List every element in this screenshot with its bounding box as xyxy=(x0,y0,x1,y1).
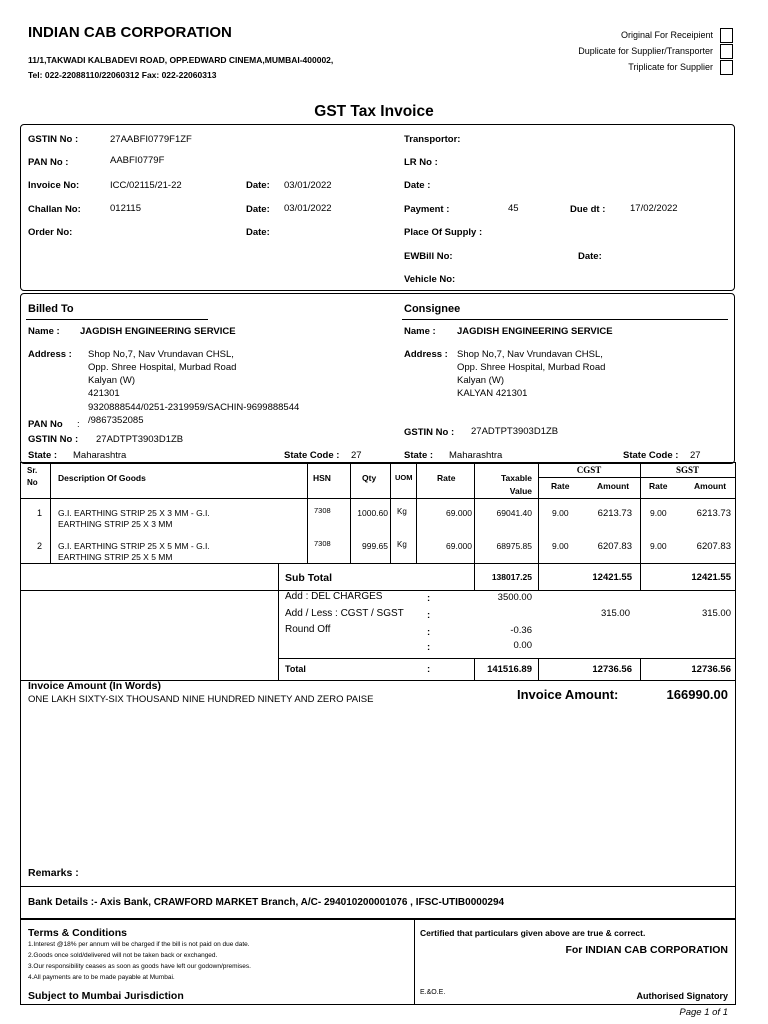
invoice-amount-label: Invoice Amount: xyxy=(517,687,619,702)
consignee-gstin-label: GSTIN No : xyxy=(404,427,455,438)
order-date-label: Date: xyxy=(246,227,270,238)
blank-colon: : xyxy=(427,642,431,653)
billed-address-line: Kalyan (W) xyxy=(88,375,135,386)
row-taxable: 68975.85 xyxy=(496,541,532,551)
copy-triplicate-checkbox[interactable] xyxy=(720,60,733,75)
consignee-state-value: Maharashtra xyxy=(449,450,503,461)
terms-item: 3.Our responsibility ceases as soon as goods have left our godown/premises. xyxy=(28,963,251,970)
challan-date-label: Date: xyxy=(246,204,270,215)
pan-label: PAN No : xyxy=(28,157,69,168)
ewbill-label: EWBill No: xyxy=(404,251,453,262)
document-title: GST Tax Invoice xyxy=(314,103,434,120)
copy-duplicate-label: Duplicate for Supplier/Transporter xyxy=(578,46,713,56)
copy-original-checkbox[interactable] xyxy=(720,28,733,43)
consignee-heading: Consignee xyxy=(404,303,461,315)
row-qty: 999.65 xyxy=(362,541,388,551)
row-cgst-amount: 6213.73 xyxy=(597,508,632,519)
company-address: 11/1,TAKWADI KALBADEVI ROAD, OPP.EDWARD CINEMA,MUMBAI-400002, xyxy=(28,55,334,65)
due-date-label: Due dt : xyxy=(570,204,606,215)
lr-date-label: Date : xyxy=(404,180,431,191)
col-desc-header: Description Of Goods xyxy=(58,473,146,483)
add-less-colon: : xyxy=(427,610,431,621)
subtotal-label: Sub Total xyxy=(285,572,333,584)
col-qty-header: Qty xyxy=(362,473,377,483)
add-less-sgst: 315.00 xyxy=(701,608,731,619)
authorised-signatory: Authorised Signatory xyxy=(636,991,728,1001)
terms-heading: Terms & Conditions xyxy=(28,927,127,939)
total-sgst: 12736.56 xyxy=(691,664,731,675)
billed-address-line: Opp. Shree Hospital, Murbad Road xyxy=(88,362,237,373)
add-less-cgst: 315.00 xyxy=(600,608,630,619)
copy-original-label: Original For Receipient xyxy=(620,30,713,40)
billed-address-line: 9320888544/0251-2319959/SACHIN-9699888544 xyxy=(88,402,300,413)
payment-label: Payment : xyxy=(404,204,450,215)
add-less-label: Add / Less : CGST / SGST xyxy=(285,608,404,619)
col-rate-header: Rate xyxy=(437,473,456,483)
subtotal-sgst: 12421.55 xyxy=(691,572,731,583)
sgst-amount-header: Amount xyxy=(694,481,727,491)
row-hsn: 7308 xyxy=(314,506,331,515)
row-cgst-rate: 9.00 xyxy=(552,541,569,551)
row-sr: 2 xyxy=(37,541,43,551)
terms-item: 4.All payments are to be made payable at Mumbai. xyxy=(28,974,175,981)
round-off-label: Round Off xyxy=(285,624,331,635)
subtotal-cgst: 12421.55 xyxy=(592,572,632,583)
row-sgst-amount: 6213.73 xyxy=(696,508,731,519)
billed-name-label: Name : xyxy=(28,326,60,337)
invoice-no-value: ICC/02115/21-22 xyxy=(110,180,182,191)
row-desc-line2: EARTHING STRIP 25 X 5 MM xyxy=(58,552,173,562)
col-sr-header: Sr. xyxy=(27,466,38,475)
row-sgst-rate: 9.00 xyxy=(650,508,667,518)
terms-item: 1.Interest @18% per annum will be charged if the bill is not paid on due date. xyxy=(28,941,250,948)
cgst-rate-header: Rate xyxy=(551,481,570,491)
total-taxable: 141516.89 xyxy=(487,664,532,675)
round-off-colon: : xyxy=(427,627,431,638)
row-taxable: 69041.40 xyxy=(496,508,532,518)
row-uom: Kg xyxy=(397,507,407,516)
pan-value: AABFI0779F xyxy=(110,155,165,166)
row-desc-line1: G.I. EARTHING STRIP 25 X 5 MM - G.I. xyxy=(58,541,210,551)
row-rate: 69.000 xyxy=(446,541,472,551)
vehicle-no-label: Vehicle No: xyxy=(404,274,456,285)
subtotal-taxable: 138017.25 xyxy=(491,572,532,582)
col-value-header: Value xyxy=(509,486,532,496)
consignee-address-line: Shop No,7, Nav Vrundavan CHSL, xyxy=(457,349,603,360)
row-sgst-amount: 6207.83 xyxy=(696,541,731,552)
terms-item: 2.Goods once sold/delivered will not be taken back or exchanged. xyxy=(28,952,218,959)
consignee-state-code-label: State Code : xyxy=(623,450,679,461)
total-colon: : xyxy=(427,664,431,675)
row-qty: 1000.60 xyxy=(357,508,388,518)
consignee-state-label: State : xyxy=(404,450,434,461)
transporter-label: Transportor: xyxy=(404,134,461,145)
cgst-amount-header: Amount xyxy=(597,481,630,491)
row-desc-line1: G.I. EARTHING STRIP 25 X 3 MM - G.I. xyxy=(58,508,210,518)
billed-address-line: Shop No,7, Nav Vrundavan CHSL, xyxy=(88,349,234,360)
billed-address-label: Address : xyxy=(28,349,72,360)
cgst-header: CGST xyxy=(576,465,602,475)
challan-no-value: 012115 xyxy=(110,203,141,214)
consignee-state-code-value: 27 xyxy=(690,450,701,461)
row-cgst-amount: 6207.83 xyxy=(597,541,632,552)
row-hsn: 7308 xyxy=(314,539,331,548)
amount-words-value: ONE LAKH SIXTY-SIX THOUSAND NINE HUNDRED NINETY AND ZERO PAISE xyxy=(28,694,374,705)
consignee-address-label: Address : xyxy=(404,349,448,360)
consignee-address-line: KALYAN 421301 xyxy=(457,388,528,399)
for-company: For INDIAN CAB CORPORATION xyxy=(565,944,728,956)
eoe: E.&O.E. xyxy=(420,989,446,996)
copy-duplicate-checkbox[interactable] xyxy=(720,44,733,59)
billed-address-line: 421301 xyxy=(88,388,120,399)
copy-triplicate-label: Triplicate for Supplier xyxy=(628,62,713,72)
billed-state-value: Maharashtra xyxy=(73,450,127,461)
amount-words-label: Invoice Amount (In Words) xyxy=(28,680,161,692)
company-name: INDIAN CAB CORPORATION xyxy=(28,24,232,41)
col-taxable-header: Taxable xyxy=(500,473,532,483)
bank-details: Bank Details :- Axis Bank, CRAWFORD MARKET Branch, A/C- 294010200001076 , IFSC-UTIB0000294 xyxy=(28,897,505,908)
consignee-name-value: JAGDISH ENGINEERING SERVICE xyxy=(457,326,613,337)
jurisdiction: Subject to Mumbai Jurisdiction xyxy=(28,990,184,1002)
remarks-label: Remarks : xyxy=(28,867,79,879)
row-desc-line2: EARTHING STRIP 25 X 3 MM xyxy=(58,519,173,529)
ewbill-date-label: Date: xyxy=(578,251,602,262)
billed-to-heading: Billed To xyxy=(28,303,74,315)
billed-pan-label: PAN No xyxy=(28,419,63,430)
sgst-rate-header: Rate xyxy=(649,481,668,491)
invoice-no-label: Invoice No: xyxy=(28,180,80,191)
challan-no-label: Challan No: xyxy=(28,204,81,215)
consignee-name-label: Name : xyxy=(404,326,436,337)
del-charges-colon: : xyxy=(427,593,431,604)
company-contact: Tel: 022-22088110/22060312 Fax: 022-22060313 xyxy=(28,70,217,80)
due-date-value: 17/02/2022 xyxy=(630,203,678,214)
billed-gstin-value: 27ADTPT3903D1ZB xyxy=(96,434,184,445)
col-no-header: No xyxy=(27,478,38,487)
consignee-address-line: Kalyan (W) xyxy=(457,375,504,386)
gstin-label: GSTIN No : xyxy=(28,134,79,145)
round-off-value: -0.36 xyxy=(510,625,532,636)
gstin-value: 27AABFI0779F1ZF xyxy=(110,134,192,145)
total-cgst: 12736.56 xyxy=(592,664,632,675)
col-uom-header: UOM xyxy=(395,473,413,482)
billed-pan-colon: : xyxy=(77,419,80,430)
blank-value: 0.00 xyxy=(513,640,532,651)
del-charges-value: 3500.00 xyxy=(497,592,532,603)
consignee-address-line: Opp. Shree Hospital, Murbad Road xyxy=(457,362,606,373)
row-uom: Kg xyxy=(397,540,407,549)
invoice-date-value: 03/01/2022 xyxy=(284,180,332,191)
challan-date-value: 03/01/2022 xyxy=(284,203,332,214)
row-sr: 1 xyxy=(37,508,43,518)
place-of-supply-label: Place Of Supply : xyxy=(404,227,483,238)
page-number: Page 1 of 1 xyxy=(679,1007,728,1018)
row-sgst-rate: 9.00 xyxy=(650,541,667,551)
billed-state-code-label: State Code : xyxy=(284,450,340,461)
col-hsn-header: HSN xyxy=(313,473,331,483)
consignee-gstin-value: 27ADTPT3903D1ZB xyxy=(471,426,559,437)
certification: Certified that particulars given above are true & correct. xyxy=(420,928,646,938)
row-cgst-rate: 9.00 xyxy=(552,508,569,518)
billed-state-label: State : xyxy=(28,450,58,461)
billed-state-code-value: 27 xyxy=(351,450,362,461)
total-label: Total xyxy=(285,664,306,674)
billed-gstin-label: GSTIN No : xyxy=(28,434,79,445)
payment-value: 45 xyxy=(508,203,519,214)
lr-no-label: LR No : xyxy=(404,157,438,168)
billed-address-line: /9867352085 xyxy=(88,415,144,426)
order-no-label: Order No: xyxy=(28,227,73,238)
del-charges-label: Add : DEL CHARGES xyxy=(285,591,383,602)
invoice-date-label: Date: xyxy=(246,180,270,191)
sgst-header: SGST xyxy=(675,465,699,475)
row-rate: 69.000 xyxy=(446,508,472,518)
invoice-amount-value: 166990.00 xyxy=(666,687,728,702)
billed-name-value: JAGDISH ENGINEERING SERVICE xyxy=(80,326,236,337)
